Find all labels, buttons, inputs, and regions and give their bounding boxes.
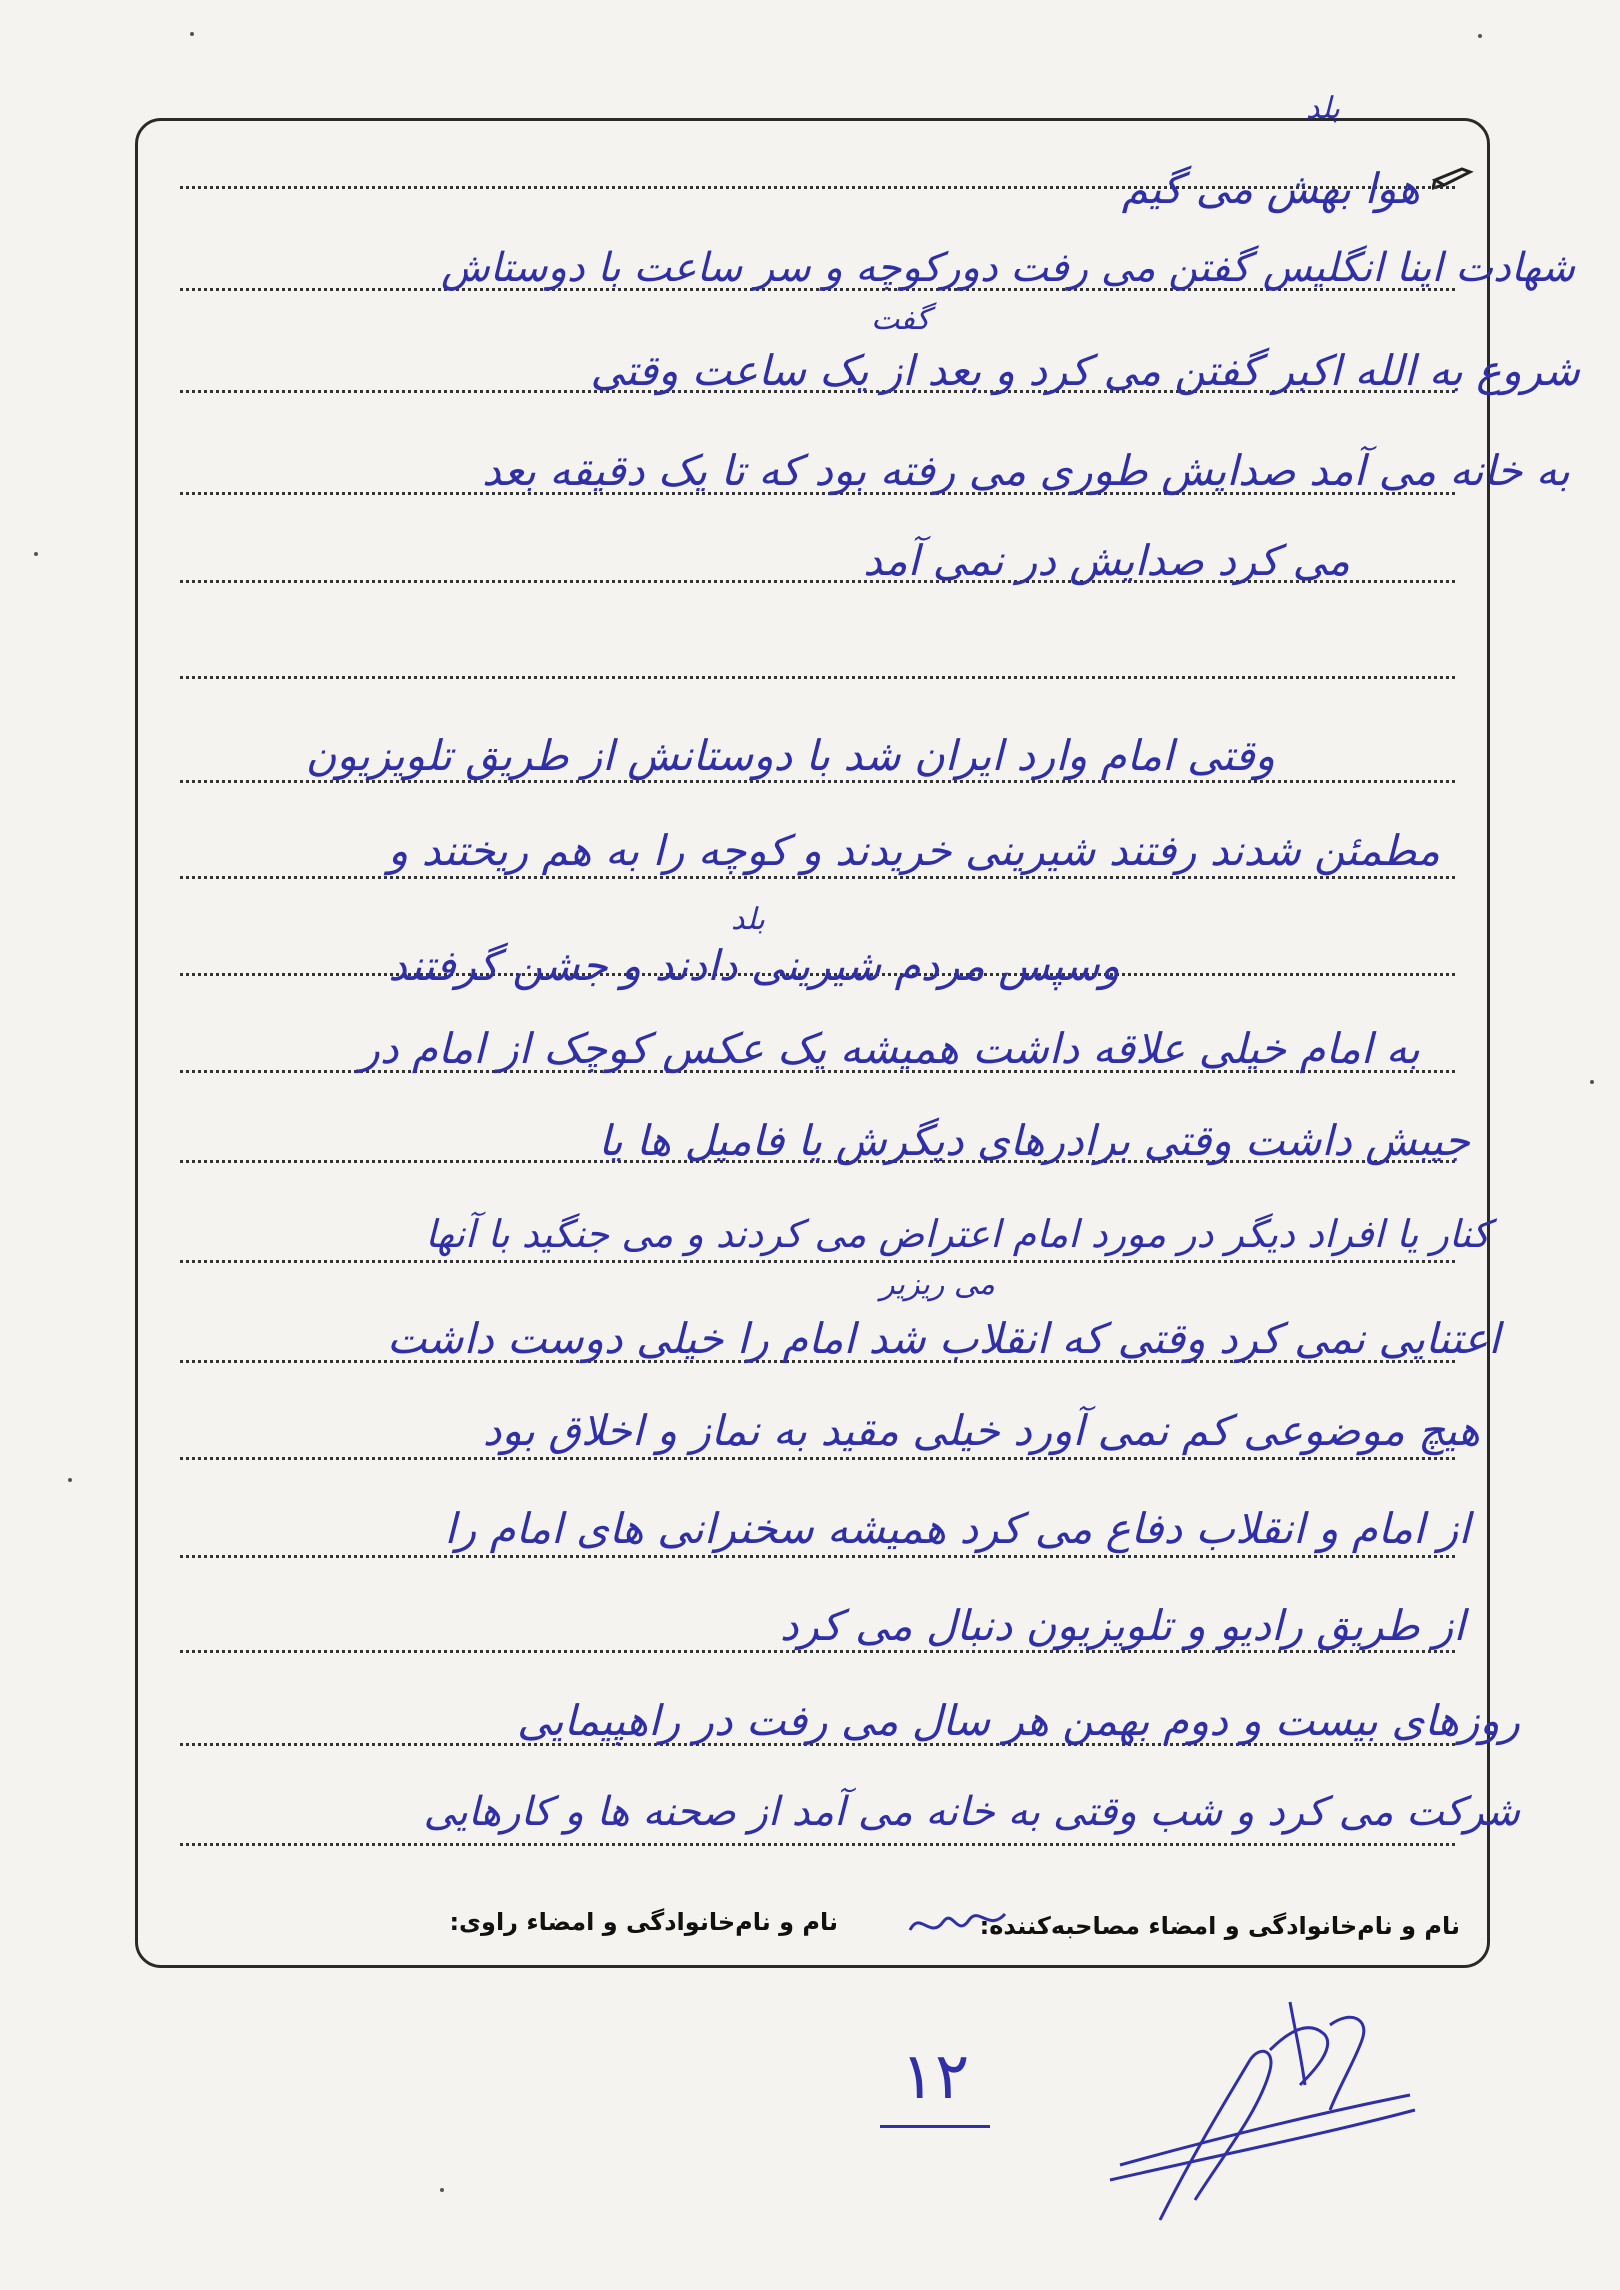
paper-speck: [1590, 1080, 1594, 1084]
handwritten-line: وسپس مردم شیرینی دادند و جشن گرفتند: [388, 941, 1120, 990]
handwritten-line: وقتی امام وارد ایران شد با دوستانش از طریق تلویزیون: [305, 731, 1275, 780]
interviewer-signature-label: نام و نام‌خانوادگی و امضاء مصاحبه‌کننده:: [979, 1912, 1460, 1940]
handwritten-line: به امام خیلی علاقه داشت همیشه یک عکس کوچک از امام در: [359, 1024, 1420, 1073]
ruled-line: [180, 876, 1455, 879]
handwritten-line: شروع به الله اکبر گفتن می کرد و بعد از یک ساعت وقتی: [590, 346, 1580, 395]
ruled-line: [180, 780, 1455, 783]
handwritten-line: می کرد صدایش در نمی آمد: [863, 536, 1350, 585]
insertion-text: بلد: [1305, 91, 1340, 126]
handwritten-signature: [1100, 1990, 1430, 2240]
ruled-line: [180, 1260, 1455, 1263]
paper-speck: [440, 2188, 444, 2192]
ruled-line: [180, 1457, 1455, 1460]
handwritten-line: هیچ موضوعی کم نمی آورد خیلی مقید به نماز و اخلاق بود: [482, 1406, 1480, 1455]
paper-speck: [34, 552, 38, 556]
paper-speck: [1478, 34, 1482, 38]
ruled-line: [180, 1650, 1455, 1653]
interviewer-signature: [905, 1900, 1015, 1950]
handwritten-line: اعتنایی نمی کرد وقتی که انقلاب شد امام را خیلی دوست داشت: [387, 1314, 1500, 1363]
page-number: ۱۲: [900, 2040, 970, 2114]
insertion-text: گفت: [871, 302, 930, 337]
handwritten-line: شرکت می کرد و شب وقتی به خانه می آمد از صحنه ها و کارهایی: [423, 1789, 1520, 1835]
insertion-text: می ریزیر: [880, 1267, 995, 1302]
handwritten-line: روزهای بیست و دوم بهمن هر سال می رفت در راهپیمایی: [517, 1696, 1520, 1745]
insertion-text: بلد: [730, 902, 765, 937]
handwritten-line: جیبش داشت وقتی برادرهای دیگرش یا فامیل ها یا: [598, 1116, 1470, 1165]
handwritten-line: به خانه می آمد صدایش طوری می رفته بود که تا یک دقیقه بعد: [482, 446, 1570, 495]
page-number-underline: [880, 2125, 990, 2128]
narrator-signature-label: نام و نام‌خانوادگی و امضاء راوی:: [449, 1908, 838, 1936]
paper-speck: [190, 32, 194, 36]
handwritten-line: شهادت اینا انگلیس گفتن می رفت دورکوچه و سر ساعت با دوستاش: [440, 245, 1575, 291]
handwritten-header-line: هوا بهش می گیم: [1121, 164, 1420, 213]
paper-speck: [68, 1478, 72, 1482]
handwritten-line: از امام و انقلاب دفاع می کرد همیشه سخنرانی های امام را: [444, 1504, 1470, 1553]
ruled-line: [180, 676, 1455, 679]
handwritten-line: کنار یا افراد دیگر در مورد امام اعتراض می کردند و می جنگید با آنها: [425, 1212, 1490, 1256]
handwritten-line: مطمئن شدند رفتند شیرینی خریدند و کوچه را به هم ریختند و: [388, 826, 1440, 875]
handwritten-line: از طریق رادیو و تلویزیون دنبال می کرد: [779, 1601, 1465, 1650]
ruled-line: [180, 1555, 1455, 1558]
ruled-line: [180, 1843, 1455, 1846]
